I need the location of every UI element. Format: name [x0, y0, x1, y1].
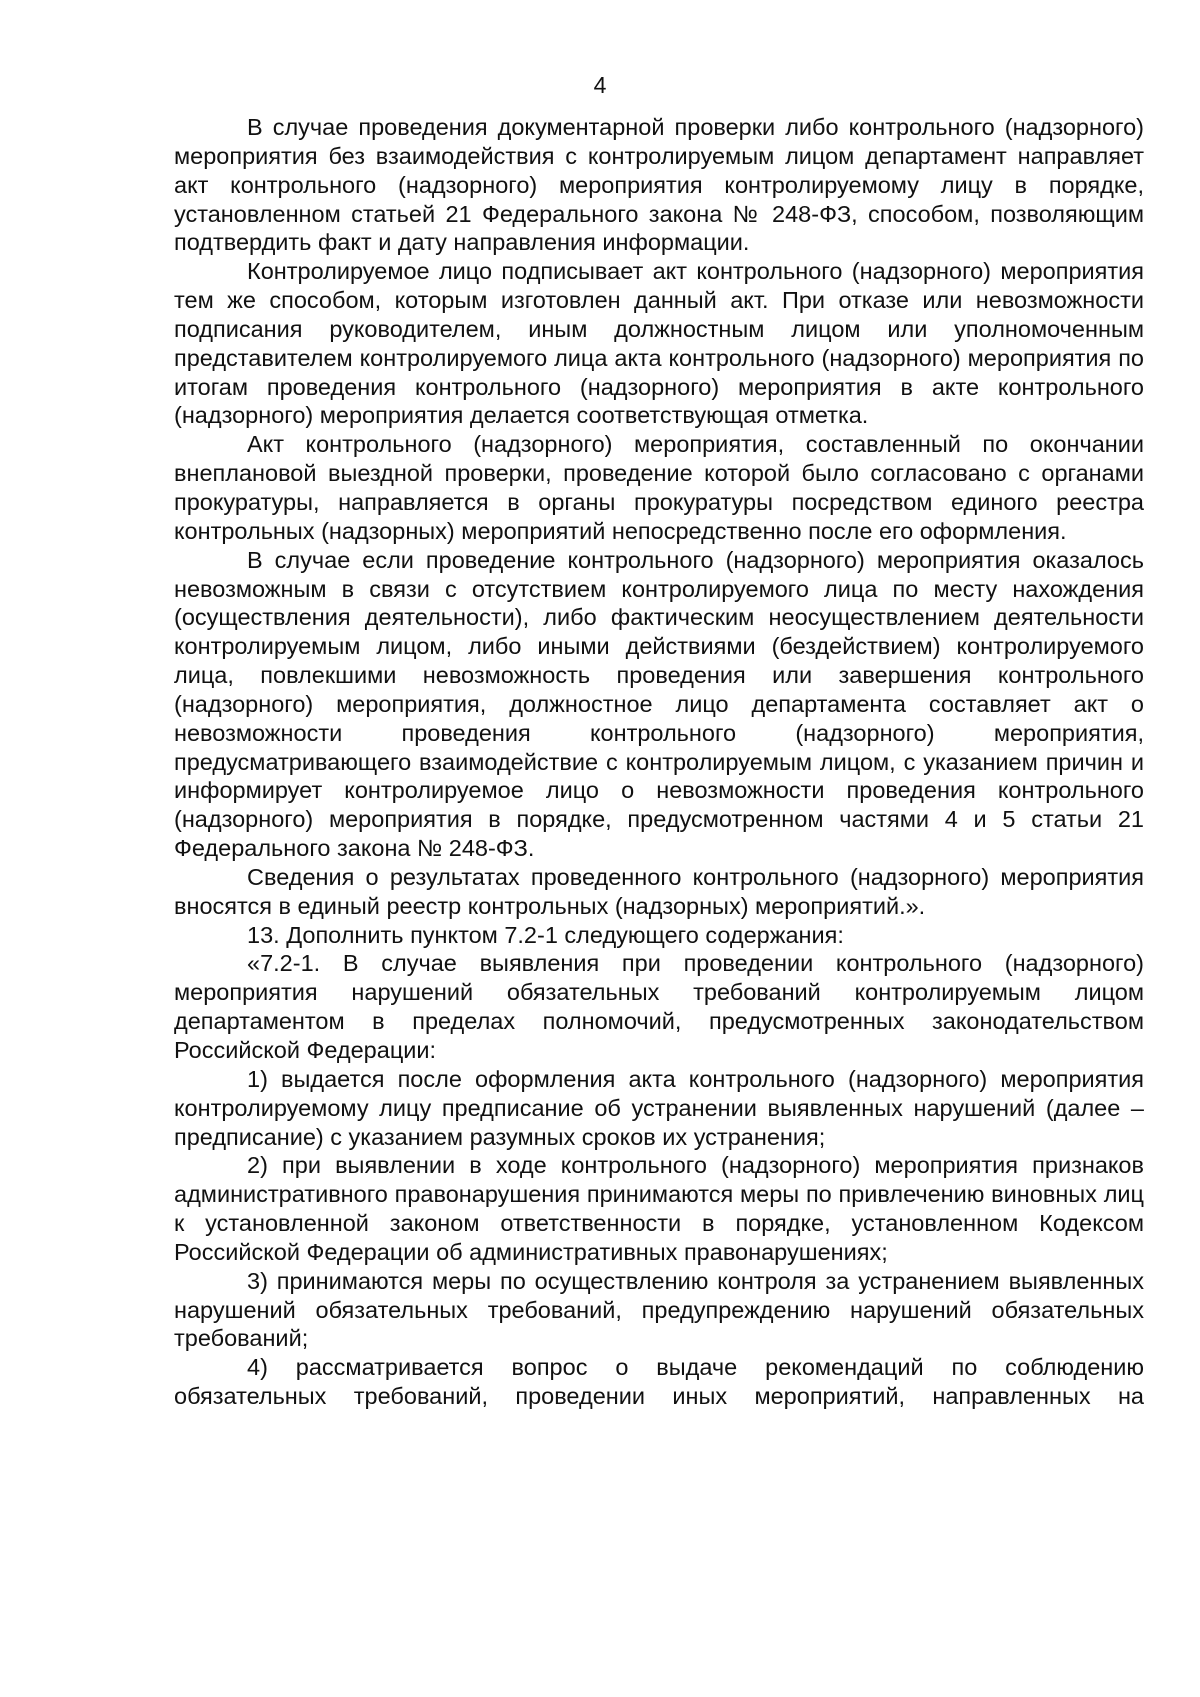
paragraph-act-to-prosecutor: Акт контрольного (надзорного) мероприятия, составленный по окончании внеплановой выездной проверки, проведение которой было согласовано с органами прокуратуры, направляется в органы прокуратуры посредством единого реестра контрольных (надзорных) мероприятий непосредственно после его оформления.: [174, 431, 1144, 544]
paragraph-impossibility-act: В случае если проведение контрольного (надзорного) мероприятия оказалось невозможным в связи с отсутствием контролируемого лица по месту нахождения (осуществления деятельности), либо фактическим неосуществлением деятельности контролируемым лицом, либо иными действиями (бездействием) контролируемого лица, повлекшими невозможность проведения или завершения контрольного (надзорного) мероприятия, должностное лицо департамента составляет акт о невозможности проведения контрольного (надзорного) мероприятия, предусматривающего взаимодействие с контролируемым лицом, с указанием причин и информирует контролируемое лицо о невозможности проведения контрольного (надзорного) мероприятия в порядке, предусмотренном частями 4 и 5 статьи 21 Федерального закона № 248-ФЗ.: [174, 546, 1144, 862]
paragraph-clause-7-2-1: «7.2-1. В случае выявления при проведении контрольного (надзорного) мероприятия нарушений обязательных требований контролируемым лицом департаментом в пределах полномочий, предусмотренных законодательством Российской Федерации:: [174, 950, 1144, 1063]
paragraph-act-signing: Контролируемое лицо подписывает акт контрольного (надзорного) мероприятия тем же способом, которым изготовлен данный акт. При отказе или невозможности подписания руководителем, иным должностным лицом или уполномоченным представителем контролируемого лица акта контрольного (надзорного) мероприятия по итогам проведения контрольного (надзорного) мероприятия в акте контрольного (надзорного) мероприятия делается соответствующая отметка.: [174, 258, 1144, 429]
paragraph-amendment-13: 13. Дополнить пунктом 7.2-1 следующего содержания:: [247, 921, 844, 948]
page-number: 4: [593, 72, 607, 98]
paragraph-documentary-inspection: В случае проведения документарной проверки либо контрольного (надзорного) мероприятия без взаимодействия с контролируемым лицом департамент направляет акт контрольного (надзорного) мероприятия контролируемому лицу в порядке, установленном статьей 21 Федерального закона № 248-ФЗ, способом, позволяющим подтвердить факт и дату направления информации.: [174, 114, 1144, 256]
paragraph-registry-information: Сведения о результатах проведенного контрольного (надзорного) мероприятия вносятся в единый реестр контрольных (надзорных) мероприятий.».: [174, 863, 1144, 919]
list-item-4-recommendations: 4) рассматривается вопрос о выдаче рекомендаций по соблюдению обязательных требований, проведении иных мероприятий, направленных на: [174, 1354, 1144, 1410]
list-item-1-prescription: 1) выдается после оформления акта контрольного (надзорного) мероприятия контролируемому лицу предписание об устранении выявленных нарушений (далее – предписание) с указанием разумных сроков их устранения;: [174, 1065, 1144, 1150]
list-item-2-administrative-offense: 2) при выявлении в ходе контрольного (надзорного) мероприятия признаков административного правонарушения принимаются меры по привлечению виновных лиц к установленной законом ответственности в порядке, установленном Кодексом Российской Федерации об административных правонарушениях;: [174, 1152, 1144, 1265]
document-body: [174, 113, 1144, 1411]
list-item-3-control-measures: 3) принимаются меры по осуществлению контроля за устранением выявленных нарушений обязательных требований, предупреждению нарушений обязательных требований;: [174, 1267, 1144, 1352]
